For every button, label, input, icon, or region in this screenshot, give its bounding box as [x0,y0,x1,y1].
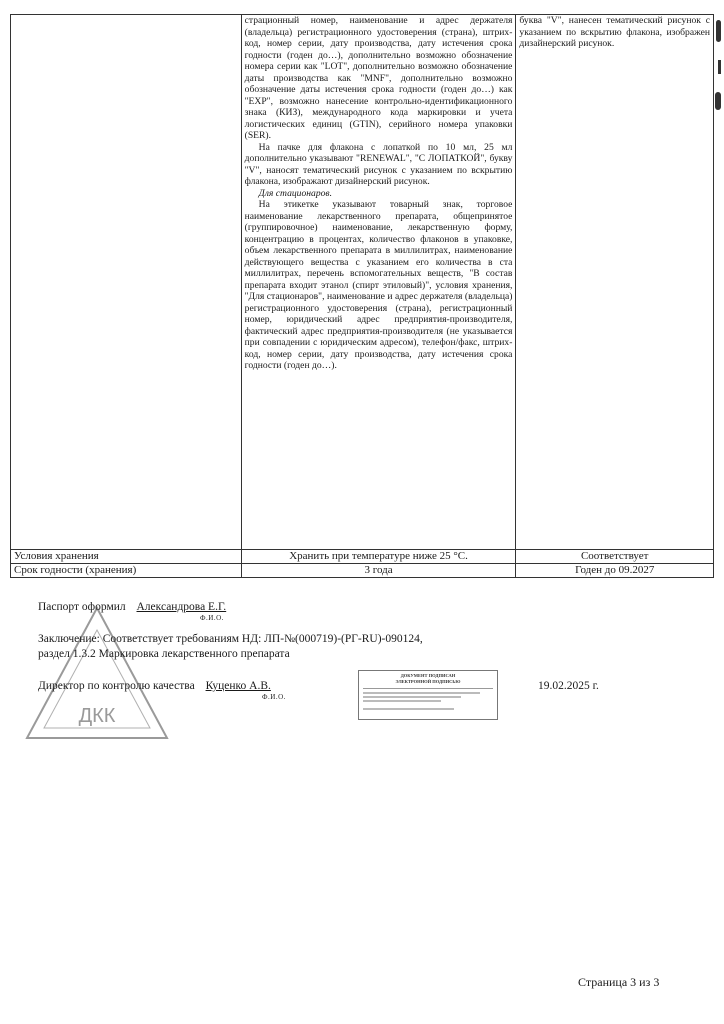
electronic-signature-box [358,670,498,720]
scan-artifact [718,60,721,74]
esig-title-1: ДОКУМЕНТ ПОДПИСАН [400,673,456,678]
scan-artifact [715,92,721,110]
passport-line [38,600,226,614]
director-line [38,679,271,693]
parameter-name: Условия хранения [11,550,242,564]
parameter-result: Соответствует [516,550,714,564]
quality-control-stamp [22,600,172,745]
requirements-paragraph: На пачке для флакона с лопаткой по 10 мл, 25 мл дополнительно указывают "RENEWAL", "С ЛОПАТКОЙ", букву "V", наносят тематический рисунок с указанием по вскрытию флакона, изображают дизайнерский рисунок. [244,141,513,187]
director-name: Куценко А.В. [205,680,271,692]
esig-title-2: ЭЛЕКТРОННОЙ ПОДПИСЬЮ [395,679,461,684]
esig-line [363,696,461,698]
esig-line [363,692,480,694]
signing-date: 19.02.2025 г. [538,680,599,692]
labeling-result-cell [516,15,714,550]
labeling-name-cell [11,15,242,550]
passport-label: Паспорт оформил [38,601,126,613]
hospital-heading: Для стационаров. [258,187,332,199]
parameter-result: Годен до 09.2027 [516,564,714,578]
labeling-row [11,15,714,550]
parameter-name: Срок годности (хранения) [11,564,242,578]
director-fio-label: Ф.И.О. [262,693,286,701]
table-row [11,564,714,578]
conclusion-line-1: Заключение: Соответствует требованиям НД: ЛП-№(000719)-(РГ-RU)-090124, [38,633,423,645]
esig-divider [363,688,493,689]
parameter-requirement: Хранить при температуре ниже 25 °С. [241,550,516,564]
esig-line [363,700,441,702]
stamp-text: ДКК [78,705,116,727]
passport-name: Александрова Е.Г. [136,601,227,613]
specification-table [10,14,714,578]
director-label: Директор по контролю качества [38,680,195,692]
compliance-text: буква "V", нанесен тематический рисунок с указанием по вскрытию флакона, изображен дизайнерский рисунок. [519,15,710,49]
esig-line [363,708,454,710]
requirements-paragraph: На этикетке указывают товарный знак, торговое наименование лекарственного препарата, общепринятое (группировочное) наименование, лекарственную форму, концентрацию в процентах, количество флаконов в упаковке, объем лекарственного препарата в миллилитрах, наименование действующего вещества с указанием его количества в ста миллилитрах, перечень вспомогательных веществ, "В состав препарата входит этанол (спирт этиловый)", условия хранения, "Для стационаров", наименование и адрес держателя (владельца) регистрационного удостоверения (страна), регистрационный номер, юридический адрес предприятия-производителя, фактический адрес предприятия-производителя (не указывается при совпадении с юридическим адресом), телефон/факс, штрих-код, номер серии, дату производства, дату истечения срока годности (годен до…). [244,199,513,371]
parameter-requirement: 3 года [241,564,516,578]
requirements-paragraph: страционный номер, наименование и адрес держателя (владельца) регистрационного удостоверения (страна), штрих-код, номер серии, дату производства, дату истечения срока годности (годен до…), дополнительно возможно обозначение номера серии как "LOT", дополнительно возможно обозначение даты производства как "MNF", дополнительно возможно обозначение даты истечения срока годности (годен до…) как "EXP", возможно нанесение контрольно-идентификационного знака (КИЗ), международного кода маркировки и учета логистических единиц (GTIN), серийного номера упаковки (SER). [244,15,513,141]
passport-fio-label: Ф.И.О. [200,614,224,622]
conclusion-line-2: раздел 1.3.2 Маркировка лекарственного препарата [38,648,290,660]
page-number: Страница 3 из 3 [578,975,660,989]
table-row [11,550,714,564]
scan-artifact [716,20,721,42]
labeling-requirements-cell [241,15,516,550]
